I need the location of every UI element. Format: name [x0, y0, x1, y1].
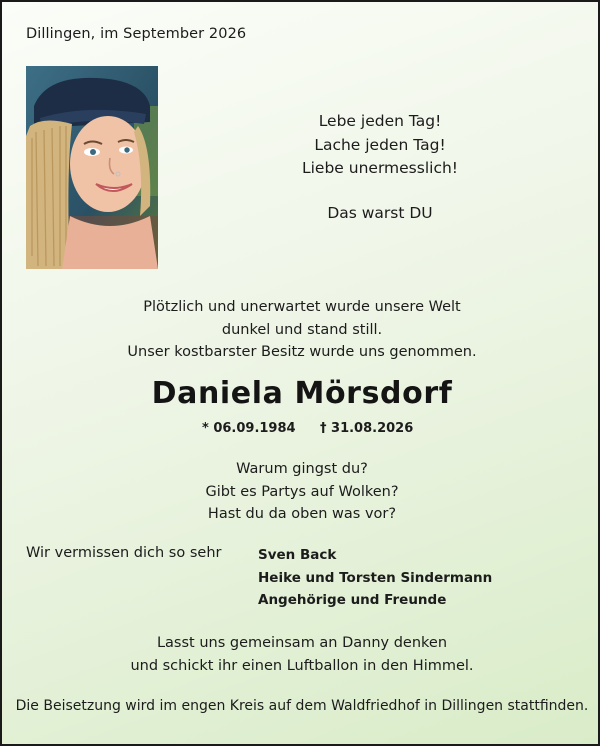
verse-line: Warum gingst du?: [236, 461, 368, 477]
mourner-name: Sven Back: [258, 547, 337, 563]
deceased-name: Daniela Mörsdorf: [151, 376, 453, 411]
verse-line: Gibt es Partys auf Wolken?: [205, 483, 399, 500]
closing-line: und schickt ihr einen Luftballon in den Himmel.: [130, 657, 474, 674]
verse-text: [152, 458, 452, 526]
birth-date: * 06.09.1984: [202, 421, 296, 436]
motto-line: Liebe unermesslich!: [301, 159, 459, 177]
closing-text: [102, 632, 502, 677]
portrait-photo: [26, 66, 158, 269]
intro-line: dunkel und stand still.: [221, 321, 383, 338]
closing-line: Lasst uns gemeinsam an Danny denken: [156, 635, 448, 651]
intro-line: Plötzlich und unerwartet wurde unsere Welt: [143, 299, 461, 315]
death-date: † 31.08.2026: [320, 421, 414, 436]
miss-text: Wir vermissen dich so sehr: [26, 545, 222, 561]
verse-line: Hast du da oben was vor?: [207, 506, 397, 522]
intro-line: Unser kostbarster Besitz wurde uns genommen.: [127, 344, 477, 360]
intro-text: [102, 296, 502, 364]
place-date: Dillingen, im September 2026: [26, 26, 247, 42]
motto-line: Lache jeden Tag!: [314, 135, 446, 154]
motto-closing: Das warst DU: [327, 204, 433, 222]
motto-line: Lebe jeden Tag!: [318, 112, 442, 130]
motto: [258, 110, 502, 181]
mourner-name: Heike und Torsten Sindermann: [258, 569, 493, 586]
mourners-list: [258, 544, 492, 612]
portrait-photo-icon: [26, 66, 158, 269]
funeral-info: Die Beisetzung wird im engen Kreis auf dem Waldfriedhof in Dillingen stattfinden.: [15, 698, 589, 714]
mourner-name: Angehörige und Freunde: [258, 592, 447, 608]
